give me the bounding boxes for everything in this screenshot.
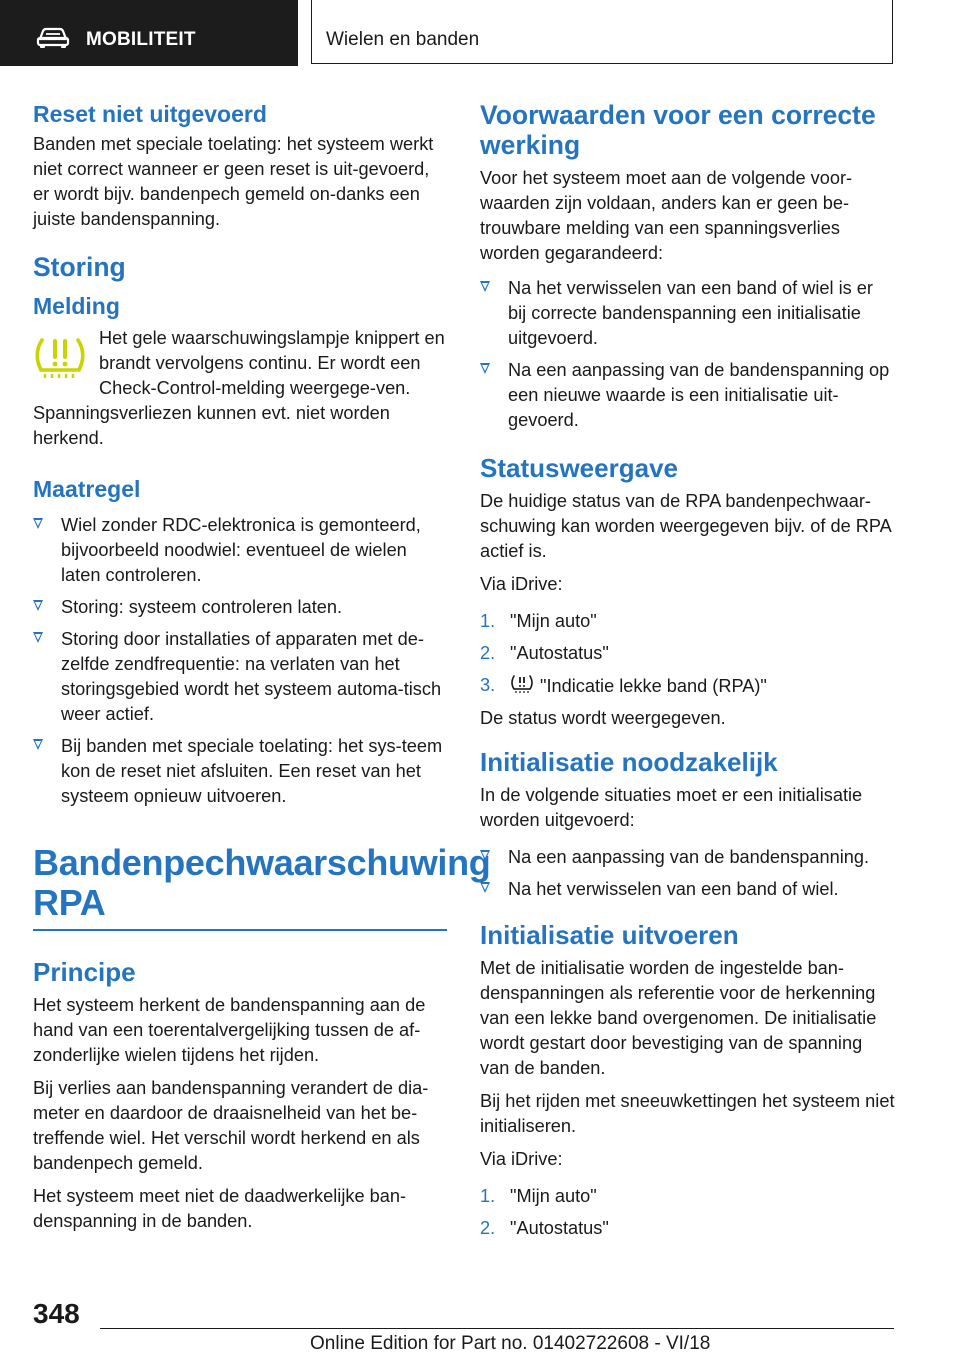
list-item bbox=[480, 845, 895, 870]
list-item-text: Storing door installaties of apparaten met de-zelfde zendfrequentie: na verlaten van het storingsgebied wordt het systeem automa-tisch weer actief. bbox=[61, 629, 442, 724]
triangle-bullet-icon bbox=[480, 850, 490, 861]
uitvoeren-heading: Initialisatie uitvoeren bbox=[480, 920, 739, 950]
voorwaarden-text: Voor het systeem moet aan de volgende voor-waarden zijn voldaan, anders kan er geen be-trouwbare melding van een spanningsverlies worden gegarandeerd: bbox=[480, 168, 853, 263]
step-text: "Autostatus" bbox=[510, 1218, 609, 1238]
step-number: 1. bbox=[480, 611, 496, 631]
melding-heading: Melding bbox=[33, 293, 120, 319]
list-item bbox=[480, 1184, 895, 1209]
status-heading: Statusweergave bbox=[480, 453, 678, 483]
melding-block bbox=[33, 326, 447, 451]
reset-heading: Reset niet uitgevoerd bbox=[33, 101, 267, 127]
triangle-bullet-icon bbox=[480, 363, 490, 374]
reset-text: Banden met speciale toelating: het systeem werkt niet correct wanneer er geen reset is uit-gevoerd, er wordt bijv. bandenpech gemeld on-danks een juiste bandenspanning. bbox=[33, 134, 434, 229]
list-item-text: Wiel zonder RDC-elektronica is gemonteerd, bijvoorbeeld noodwiel: eventueel de wielen laten controleren. bbox=[61, 515, 421, 585]
voorwaarden-list bbox=[480, 276, 895, 433]
list-item bbox=[480, 276, 895, 351]
init-text: In de volgende situaties moet er een initialisatie worden uitgevoerd: bbox=[480, 785, 863, 830]
step-number: 3. bbox=[480, 675, 496, 695]
maatregel-list bbox=[33, 513, 447, 809]
status-result: De status wordt weergegeven. bbox=[480, 708, 726, 728]
list-item bbox=[33, 734, 447, 809]
left-column bbox=[33, 100, 491, 1242]
step-text: "Autostatus" bbox=[510, 643, 609, 663]
rpa-heading: Bandenpechwaarschuwing RPA bbox=[33, 842, 491, 923]
step-number: 2. bbox=[480, 643, 496, 663]
triangle-bullet-icon bbox=[480, 882, 490, 893]
step-text: "Mijn auto" bbox=[510, 1186, 597, 1206]
list-item-text: Na het verwisselen van een band of wiel is er bij correcte bandenspanning een initialisatie uitgevoerd. bbox=[508, 278, 873, 348]
triangle-bullet-icon bbox=[33, 518, 43, 529]
list-item-text: Bij banden met speciale toelating: het sys-teem kon de reset niet afsluiten. Een reset van het systeem opnieuw uitvoeren. bbox=[61, 736, 443, 806]
status-steps bbox=[480, 609, 895, 699]
list-item-text: Na een aanpassing van de bandenspanning. bbox=[508, 847, 870, 867]
step-number: 2. bbox=[480, 1218, 496, 1238]
init-heading: Initialisatie noodzakelijk bbox=[480, 747, 778, 777]
voorwaarden-heading: Voorwaarden voor een correcte werking bbox=[480, 100, 876, 160]
maatregel-heading: Maatregel bbox=[33, 476, 141, 502]
uitvoeren-text-2: Bij het rijden met sneeuwkettingen het systeem niet initialiseren. bbox=[480, 1091, 895, 1136]
step-text: "Indicatie lekke band (RPA)" bbox=[540, 676, 767, 696]
tire-pressure-warning-icon bbox=[33, 332, 87, 384]
principe-heading: Principe bbox=[33, 957, 136, 987]
melding-text: Het gele waarschuwingslampje knippert en brandt vervolgens continu. Er wordt een Check-Control-melding weergege-ven. Spanningsverliezen kunnen evt. niet worden herkend. bbox=[33, 328, 445, 448]
init-list bbox=[480, 845, 895, 902]
list-item-text: Na het verwisselen van een band of wiel. bbox=[508, 879, 839, 899]
principe-text-3: Het systeem meet niet de daadwerkelijke ban-denspanning in de banden. bbox=[33, 1186, 407, 1231]
list-item bbox=[480, 358, 895, 433]
triangle-bullet-icon bbox=[480, 281, 490, 292]
list-item bbox=[33, 513, 447, 588]
list-item bbox=[480, 609, 895, 634]
via-idrive-2: Via iDrive: bbox=[480, 1149, 563, 1169]
page-header bbox=[0, 0, 960, 66]
triangle-bullet-icon bbox=[33, 600, 43, 611]
right-column bbox=[480, 100, 895, 1248]
status-text: De huidige status van de RPA bandenpechwaar-schuwing kan worden weergegeven bijv. of de RPA actief is. bbox=[480, 491, 891, 561]
section-label: MOBILITEIT bbox=[86, 29, 196, 50]
page-number: 348 bbox=[33, 1298, 80, 1329]
list-item-text: Na een aanpassing van de bandenspanning op een nieuwe waarde is een initialisatie uit-gevoerd. bbox=[508, 360, 890, 430]
via-idrive-1: Via iDrive: bbox=[480, 574, 563, 594]
edition-text: Online Edition for Part no. 01402722608 - VI/18 bbox=[310, 1333, 711, 1354]
list-item bbox=[33, 627, 447, 727]
list-item bbox=[480, 673, 895, 699]
step-text: "Mijn auto" bbox=[510, 611, 597, 631]
principe-text-1: Het systeem herkent de bandenspanning aan de hand van een toerentalvergelijking tussen de af-zonderlijke wielen tijdens het rijden. bbox=[33, 995, 426, 1065]
storing-heading: Storing bbox=[33, 252, 126, 282]
triangle-bullet-icon bbox=[33, 739, 43, 750]
car-icon bbox=[36, 27, 70, 49]
principe-text-2: Bij verlies aan bandenspanning verandert de dia-meter en daardoor de draaisnelheid van het be-treffende wiel. Het verschil wordt herkend en als bandenpech gemeld. bbox=[33, 1078, 429, 1173]
uitvoeren-text-1: Met de initialisatie worden de ingestelde ban-denspanningen als referentie voor de herkenning van een lekke band overgenomen. De initialisatie wordt gestart door bevestiging van de spanning van de banden. bbox=[480, 958, 877, 1078]
uitvoeren-steps bbox=[480, 1184, 895, 1241]
heading-rule bbox=[33, 929, 447, 931]
section-tab bbox=[0, 0, 298, 66]
list-item bbox=[33, 595, 447, 620]
list-item-text: Storing: systeem controleren laten. bbox=[61, 597, 343, 617]
tire-pressure-icon bbox=[510, 673, 534, 695]
list-item bbox=[480, 1216, 895, 1241]
triangle-bullet-icon bbox=[33, 632, 43, 643]
chapter-tab bbox=[311, 0, 893, 64]
footer-rule bbox=[100, 1328, 894, 1329]
list-item bbox=[480, 641, 895, 666]
step-number: 1. bbox=[480, 1186, 496, 1206]
list-item bbox=[480, 877, 895, 902]
chapter-label: Wielen en banden bbox=[326, 29, 480, 50]
